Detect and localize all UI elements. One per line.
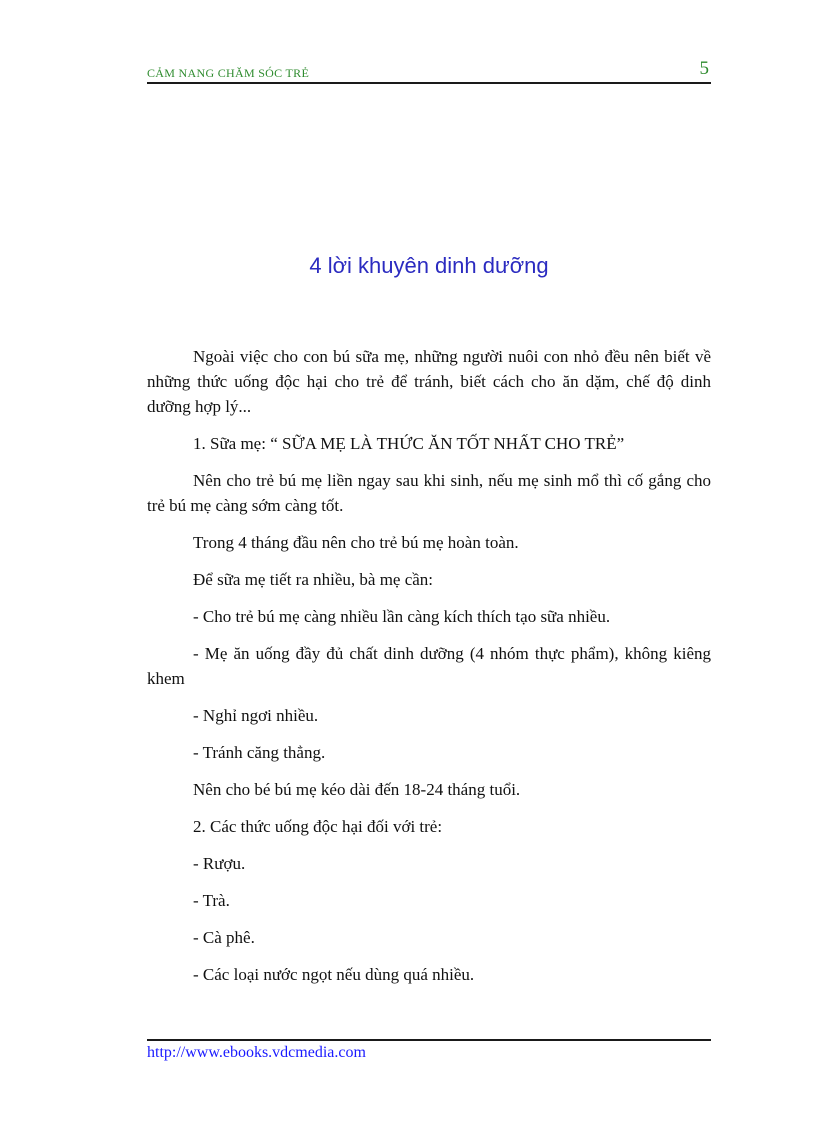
paragraph: Nên cho trẻ bú mẹ liền ngay sau khi sinh, nếu mẹ sinh mổ thì cố gắng cho trẻ bú mẹ càng sớm càng tốt. xyxy=(147,471,711,515)
paragraph: Nên cho bé bú mẹ kéo dài đến 18-24 tháng tuổi. xyxy=(193,780,521,799)
page-header xyxy=(147,58,711,84)
body-content xyxy=(147,344,711,999)
list-item: - Rượu. xyxy=(193,854,246,873)
footer-divider xyxy=(147,1039,711,1041)
paragraph: Trong 4 tháng đầu nên cho trẻ bú mẹ hoàn toàn. xyxy=(193,533,519,552)
section-heading-breast-milk: 1. Sữa mẹ: “ SỮA MẸ LÀ THỨC ĂN TỐT NHẤT CHO TRẺ” xyxy=(193,434,625,453)
section-heading-harmful-drinks: 2. Các thức uống độc hại đối với trẻ: xyxy=(193,817,443,836)
paragraph: Để sữa mẹ tiết ra nhiều, bà mẹ cần: xyxy=(193,570,434,589)
list-item: - Mẹ ăn uống đầy đủ chất dinh dưỡng (4 nhóm thực phẩm), không kiêng khem xyxy=(147,644,711,688)
chapter-title: 4 lời khuyên dinh dưỡng xyxy=(309,253,549,278)
list-item: - Tránh căng thẳng. xyxy=(193,743,326,762)
footer-link[interactable]: http://www.ebooks.vdcmedia.com xyxy=(147,1044,366,1061)
list-item: - Cà phê. xyxy=(193,928,255,947)
list-item: - Trà. xyxy=(193,891,230,910)
header-title: CẢM NANG CHĂM SÓC TRẺ xyxy=(147,66,310,80)
list-item: - Nghỉ ngơi nhiều. xyxy=(193,706,319,725)
intro-paragraph: Ngoài việc cho con bú sữa mẹ, những người nuôi con nhỏ đều nên biết về những thức uống độc hại cho trẻ để tránh, biết cách cho ăn dặm, chế độ dinh dưỡng hợp lý... xyxy=(147,347,711,416)
list-item: - Các loại nước ngọt nếu dùng quá nhiều. xyxy=(193,965,475,984)
list-item: - Cho trẻ bú mẹ càng nhiều lần càng kích thích tạo sữa nhiều. xyxy=(193,607,611,626)
page-number: 5 xyxy=(699,58,709,79)
